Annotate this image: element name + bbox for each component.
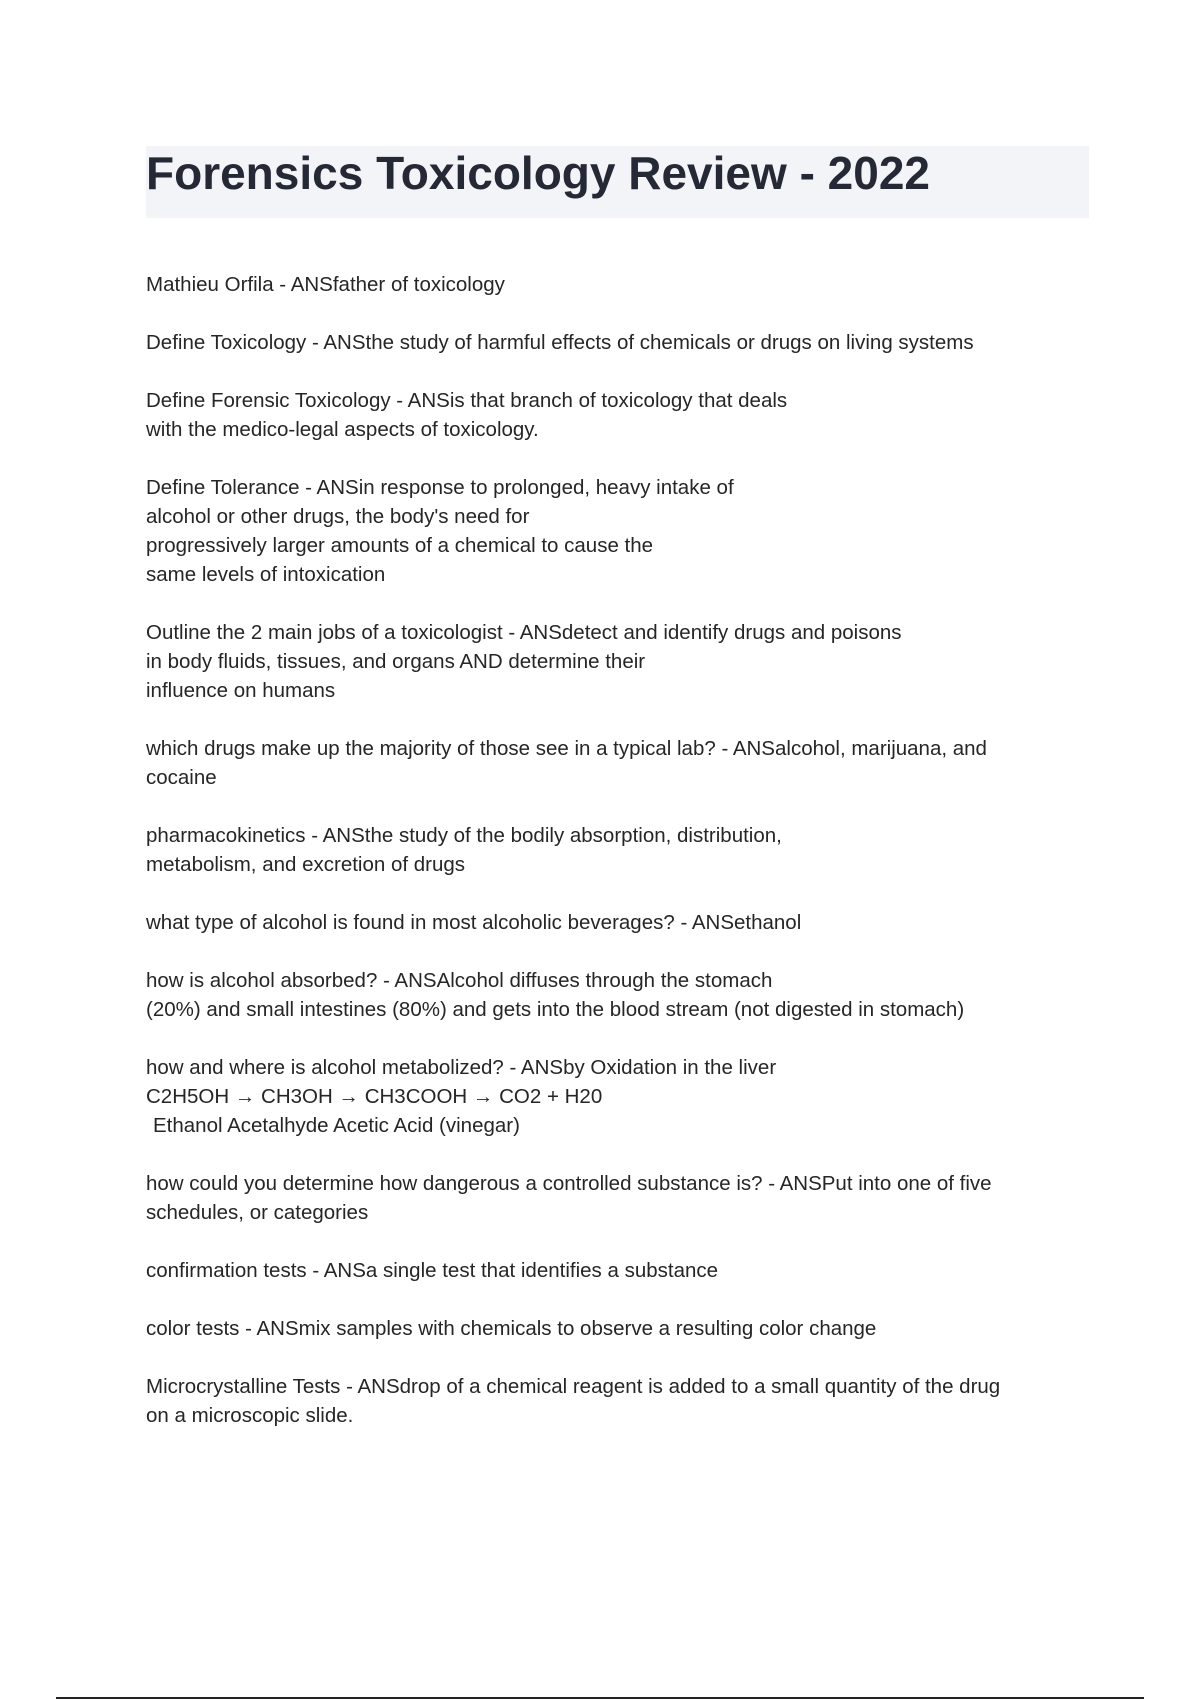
entry-line: Define Forensic Toxicology - ANSis that branch of toxicology that deals: [146, 389, 788, 412]
entry-line: how and where is alcohol metabolized? - ANSby Oxidation in the liver: [146, 1056, 777, 1079]
qa-entry: [146, 270, 1086, 299]
entry-line: confirmation tests - ANSa single test that identifies a substance: [146, 1259, 719, 1282]
page-title: Forensics Toxicology Review - 2022: [146, 147, 930, 199]
qa-entry: [146, 473, 1086, 589]
entry-line: Microcrystalline Tests - ANSdrop of a chemical reagent is added to a small quantity of the drug: [146, 1375, 1001, 1398]
qa-entry: [146, 1372, 1086, 1430]
entry-line: schedules, or categories: [146, 1201, 369, 1224]
qa-entry: [146, 908, 1086, 937]
entry-line: in body fluids, tissues, and organs AND determine their: [146, 650, 646, 673]
entry-line: Ethanol Acetalhyde Acetic Acid (vinegar): [153, 1114, 520, 1137]
entry-line: color tests - ANSmix samples with chemicals to observe a resulting color change: [146, 1317, 877, 1340]
entry-line: how is alcohol absorbed? - ANSAlcohol diffuses through the stomach: [146, 969, 773, 992]
qa-entry: [146, 1169, 1086, 1227]
qa-entry: [146, 328, 1086, 357]
entry-line: cocaine: [146, 766, 217, 789]
qa-entry: [146, 1256, 1086, 1285]
entry-line: metabolism, and excretion of drugs: [146, 853, 466, 876]
entry-line: Define Toxicology - ANSthe study of harmful effects of chemicals or drugs on living systems: [146, 331, 974, 354]
entry-line: pharmacokinetics - ANSthe study of the bodily absorption, distribution,: [146, 824, 782, 847]
entry-line: progressively larger amounts of a chemical to cause the: [146, 534, 654, 557]
qa-entry: [146, 386, 1086, 444]
entry-line: how could you determine how dangerous a controlled substance is? - ANSPut into one of five: [146, 1172, 992, 1195]
entry-line: Define Tolerance - ANSin response to prolonged, heavy intake of: [146, 476, 734, 499]
entry-line: which drugs make up the majority of those see in a typical lab? - ANSalcohol, marijuana, and: [146, 737, 987, 760]
qa-entry: [146, 1053, 1086, 1140]
entry-line: Mathieu Orfila - ANSfather of toxicology: [146, 273, 505, 296]
entry-line: Outline the 2 main jobs of a toxicologist - ANSdetect and identify drugs and poisons: [146, 621, 902, 644]
qa-entry: [146, 821, 1086, 879]
entry-line: with the medico-legal aspects of toxicology.: [146, 418, 539, 441]
entry-line: alcohol or other drugs, the body's need for: [146, 505, 530, 528]
qa-entry: [146, 1314, 1086, 1343]
entry-line: (20%) and small intestines (80%) and gets into the blood stream (not digested in stomach): [146, 998, 965, 1021]
entry-line: same levels of intoxication: [146, 563, 386, 586]
entry-line: influence on humans: [146, 679, 336, 702]
entry-line: on a microscopic slide.: [146, 1404, 354, 1427]
entry-line: what type of alcohol is found in most alcoholic beverages? - ANSethanol: [146, 911, 802, 934]
footer-rule: [56, 1697, 1144, 1699]
qa-entry: [146, 618, 1086, 705]
qa-entry-list: [146, 270, 1086, 1459]
entry-line: C2H5OH → CH3OH → CH3COOH → CO2 + H20: [146, 1085, 603, 1108]
qa-entry: [146, 966, 1086, 1024]
qa-entry: [146, 734, 1086, 792]
